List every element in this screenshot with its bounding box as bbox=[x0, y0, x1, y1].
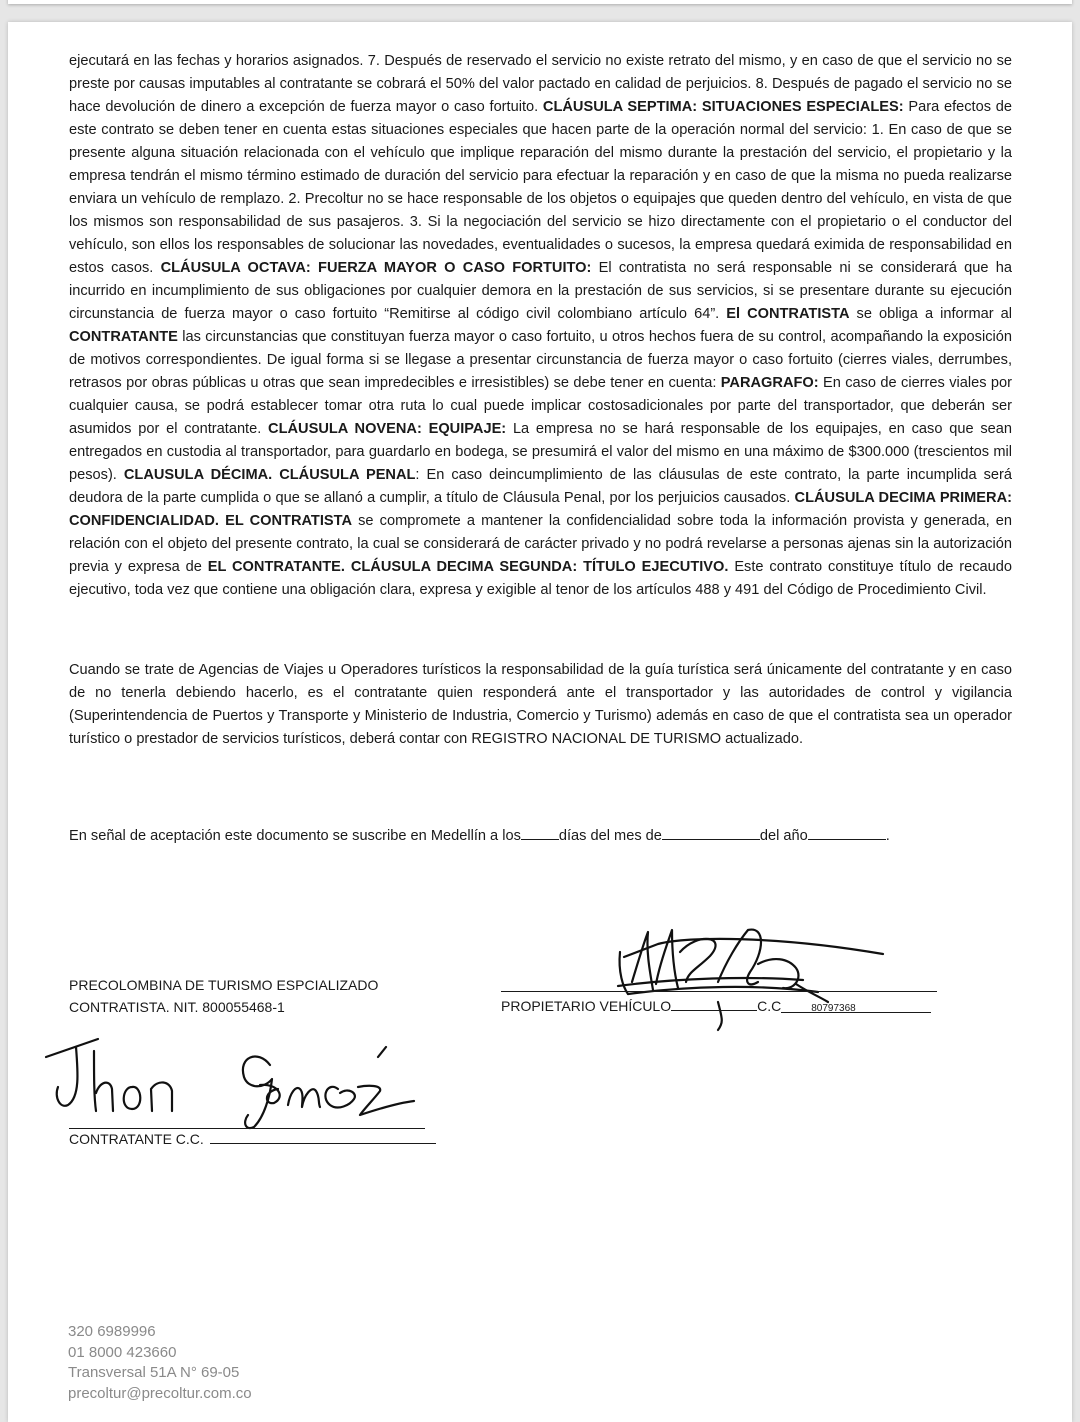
clause-heading: CLAUSULA DÉCIMA. CLÁUSULA PENAL bbox=[123, 467, 416, 483]
contratista-nit: CONTRATISTA. NIT. 800055468-1 bbox=[69, 999, 285, 1015]
contratante-block bbox=[69, 1129, 436, 1147]
clause-heading: CONTRATANTE bbox=[69, 329, 178, 345]
clause-text: La empresa no se hará responsable de los equipajes, en caso que sean entregados en custodia al transportador, para guardarlo en bodega, se presumirá el valor del mismo en una máximo de $300.000 (trescientos mil pesos). bbox=[69, 421, 1012, 483]
clause-text: En caso de cierres viales por cualquier causa, se podrá establecer tomar otra ruta lo cual puede implicar costosadicionales por parte del transportador, que deberán ser asumidos por el contratante. bbox=[69, 375, 1013, 437]
propietario-signature-line bbox=[501, 991, 937, 992]
clause-heading: PARAGRAFO: bbox=[720, 375, 819, 391]
contratista-block bbox=[69, 974, 378, 1018]
company-footer bbox=[68, 1322, 252, 1404]
propietario-cc-label: C.C bbox=[757, 998, 782, 1014]
propietario-block bbox=[501, 996, 931, 1014]
clause-text: se compromete a mantener la confidencialidad sobre toda la información provista y generada, en relación con el objeto del presente contrato, la cual se considerará de carácter privado y no podrá revelarse a personas ajenas sin la autorización previa y expresa de bbox=[69, 513, 1012, 575]
year-blank-field[interactable] bbox=[808, 825, 886, 840]
acceptance-text-1: En señal de aceptación este documento se suscribe en Medellín a los bbox=[69, 828, 521, 844]
clause-heading: CLÁUSULA OCTAVA: FUERZA MAYOR O CASO FORTUITO: bbox=[160, 260, 592, 276]
acceptance-text-3: del año bbox=[759, 828, 808, 844]
clause-text: Para efectos de este contrato se deben tener en cuenta estas situaciones especiales que hacen parte de la operación normal del servicio: 1. En caso de que se presente alguna situación relacionada con el vehículo que implique reparación del mismo durante la prestación del servicio, el propietario y la empresa tendrán el mismo término estimado de duración del servicio para efectuar la reparación y en caso de que la misma no pueda realizarse enviara un vehículo de remplazo. 2. Precoltur no se hace responsable de los objetos o equipajes que queden dentro del vehículo, en vista de que los mismos son responsabilidad de sus pasajeros. 3. Si la negociación del servicio se hizo directamente con el propietario o el conductor del vehículo, son ellos los responsables de solucionar las novedades, eventualidades o sucesos, la empresa quedará eximida de responsabilidad en estos casos. bbox=[69, 99, 1012, 276]
clause-text: las circunstancias que constituyan fuerza mayor o caso fortuito, u otros hechos fuera de su control, acompañando la exposición de motivos correspondientes. De igual forma si se llegase a presentar circunstancia de fuerza mayor o caso fortuito (cierres viales, derrumbes, retrasos por obras públicas u otras que sean impredecibles e irresistibles) se debe tener en cuenta: bbox=[69, 329, 1012, 391]
acceptance-end: . bbox=[885, 828, 890, 844]
day-blank-field[interactable] bbox=[521, 825, 559, 840]
footer-email: precoltur@precoltur.com.co bbox=[68, 1384, 252, 1402]
clause-heading: El CONTRATISTA bbox=[726, 306, 850, 322]
clause-heading: CLÁUSULA NOVENA: EQUIPAJE: bbox=[268, 421, 507, 437]
clause-text: ejecutará en las fechas y horarios asignados. 7. Después de reservado el servicio no existe retrato del mismo, y en caso de que el servicio no se preste por causas imputables al contratante se cobrará el 50% del valor pactado en calidad de perjuicios. 8. Después de pagado el servicio no se hace devolución de dinero a excepción de fuerza mayor o caso fortuito. bbox=[69, 53, 1012, 115]
clause-text: se obliga a informar al bbox=[849, 306, 1012, 322]
propietario-cc-number: 80797368 bbox=[811, 1003, 856, 1014]
clause-heading: CLÁUSULA DECIMA PRIMERA: CONFIDENCIALIDAD. EL CONTRATISTA bbox=[69, 490, 1012, 529]
propietario-label: PROPIETARIO VEHÍCULO bbox=[501, 998, 672, 1014]
contratista-company: PRECOLOMBINA DE TURISMO ESPCIALIZADO bbox=[69, 977, 379, 993]
contratante-label: CONTRATANTE C.C. bbox=[69, 1131, 204, 1147]
agencies-paragraph: Cuando se trate de Agencias de Viajes u Operadores turísticos la responsabilidad de la guía turística será únicamente del contratante y en caso de no tenerla debiendo hacerlo, es el contratante quien responderá ante el transportador y las autoridades de control y vigilancia (Superintendencia de Puertos y Transporte y Ministerio de Industria, Comercio y Turismo) además en caso de que el contratista sea un operador turístico o prestador de servicios turísticos, deberá contar con REGISTRO NACIONAL DE TURISMO actualizado. bbox=[69, 662, 1012, 747]
clauses-paragraph bbox=[69, 50, 1012, 602]
contratante-cc-field[interactable] bbox=[210, 1129, 436, 1144]
clause-heading: EL CONTRATANTE. CLÁUSULA DECIMA SEGUNDA: TÍTULO EJECUTIVO. bbox=[207, 559, 729, 575]
footer-toll-free: 01 8000 423660 bbox=[68, 1343, 177, 1361]
acceptance-text-2: días del mes de bbox=[558, 828, 662, 844]
acceptance-line bbox=[69, 825, 890, 844]
contratante-signature bbox=[38, 1027, 438, 1122]
month-blank-field[interactable] bbox=[662, 825, 760, 840]
clause-text: Este contrato constituye título de recaudo ejecutivo, toda vez que contiene una obligación clara, expresa y exigible al tenor de los artículos 488 y 491 del Código de Procedimiento Civil. bbox=[69, 559, 1012, 598]
propietario-cc-field[interactable] bbox=[781, 998, 931, 1013]
footer-phone: 320 6989996 bbox=[68, 1323, 156, 1340]
footer-address: Transversal 51A N° 69-05 bbox=[68, 1364, 240, 1381]
clause-text: El contratista no será responsable ni se considerará que ha incurrido en incumplimiento de sus obligaciones por cualquier demora en la prestación de sus servicios, si se presentare durante su ejecución circunstancia de fuerza mayor o caso fortuito “Remitirse al código civil colombiano artículo 64”. bbox=[69, 260, 1012, 322]
propietario-name-field[interactable] bbox=[671, 996, 757, 1011]
document-page bbox=[8, 22, 1072, 1422]
previous-page-edge bbox=[8, 0, 1072, 4]
clause-text: : En caso deincumplimiento de las cláusulas de este contrato, la parte incumplida será deudora de la parte cumplida o que se allanó a cumplir, a título de Cláusula Penal, por los perjuicios causados. bbox=[69, 467, 1012, 506]
clause-heading: CLÁUSULA SEPTIMA: SITUACIONES ESPECIALES: bbox=[542, 99, 904, 115]
